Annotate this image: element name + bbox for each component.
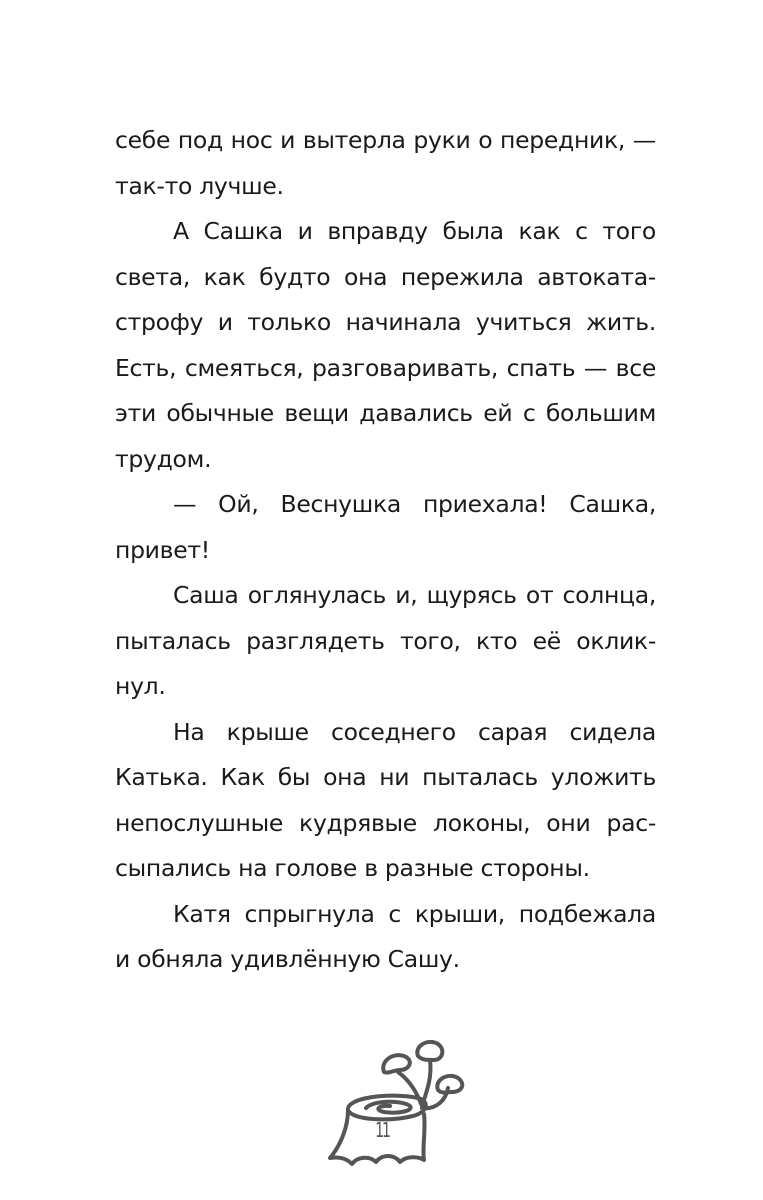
page-body-text bbox=[115, 118, 656, 983]
page-number: 11 bbox=[375, 1118, 389, 1142]
text-line: Катька. Как бы она ни пыталась уложить bbox=[115, 763, 656, 791]
text-line: привет! bbox=[115, 535, 210, 564]
text-line: Есть, смеяться, разговаривать, спать — все bbox=[115, 353, 656, 382]
text-line: трудом. bbox=[115, 444, 212, 473]
text-line: — Ой, Веснушка приехала! Сашка, bbox=[173, 490, 656, 518]
text-line: и обняла удивлённую Сашу. bbox=[115, 945, 460, 973]
text-line: непослушные кудрявые локоны, они рас- bbox=[115, 808, 656, 837]
tree-stump-with-mushrooms-icon bbox=[318, 1038, 478, 1168]
text-line: света, как будто она пережила автоката- bbox=[115, 262, 656, 291]
text-line: Катя спрыгнула с крыши, подбежала bbox=[173, 899, 656, 928]
text-line: так-то лучше. bbox=[115, 171, 284, 200]
text-line: сыпались на голове в разные стороны. bbox=[115, 854, 590, 882]
text-line: А Сашка и вправду была как с того bbox=[173, 217, 656, 245]
text-line: нул. bbox=[115, 672, 166, 700]
text-line: себе под нос и вытерла руки о передник, — bbox=[115, 126, 656, 154]
text-line: эти обычные вещи давались ей с большим bbox=[115, 399, 656, 427]
text-line: Саша оглянулась и, щурясь от солнца, bbox=[173, 581, 656, 609]
text-line: На крыше соседнего сарая сидела bbox=[173, 717, 656, 746]
text-line: строфу и только начинала учиться жить. bbox=[115, 308, 656, 336]
text-line: пыталась разглядеть того, кто её оклик- bbox=[115, 626, 656, 655]
